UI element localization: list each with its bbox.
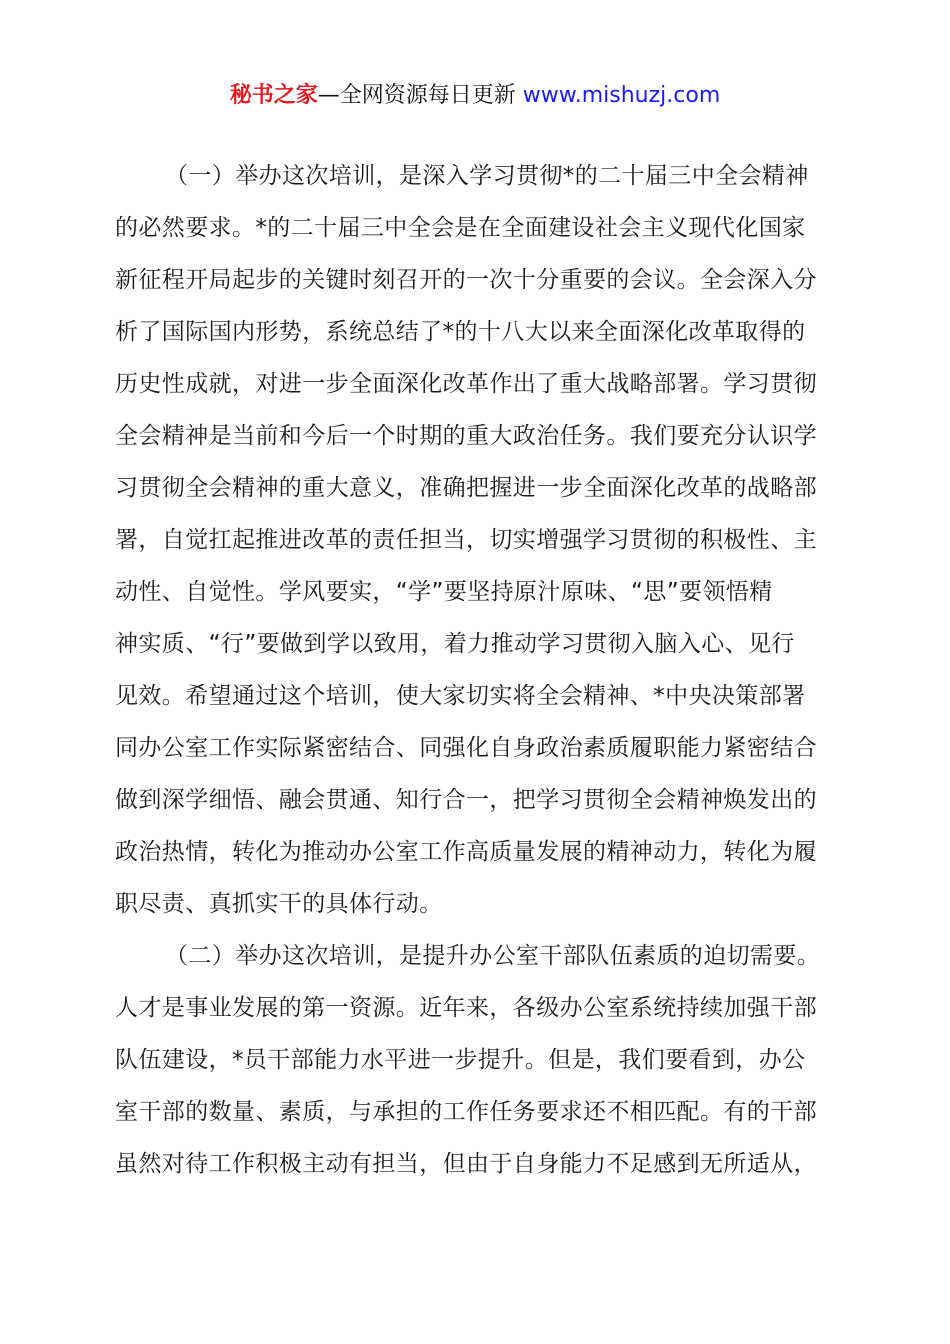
paragraph-line: 历史性成就，对进一步全面深化改革作出了重大战略部署。学习贯彻: [115, 371, 817, 397]
paragraph-line: 做到深学细悟、融会贯通、知行合一，把学习贯彻全会精神焕发出的: [115, 787, 817, 813]
paragraph-line: 职尽责、真抓实干的具体行动。: [115, 891, 443, 917]
brand-name: 秘书之家: [229, 83, 318, 108]
paragraph-line: （二）举办这次培训，是提升办公室干部队伍素质的迫切需要。: [165, 943, 821, 969]
paragraph-line: 政治热情，转化为推动办公室工作高质量发展的精神动力，转化为履: [115, 839, 817, 865]
paragraph-line: 虽然对待工作积极主动有担当，但由于自身能力不足感到无所适从，: [115, 1151, 817, 1177]
paragraph-line: （一）举办这次培训，是深入学习贯彻*的二十届三中全会精神: [165, 163, 809, 189]
paragraph-line: 见效。希望通过这个培训，使大家切实将全会精神、*中央决策部署: [115, 683, 806, 709]
site-header: [0, 80, 950, 112]
paragraph-line: 人才是事业发展的第一资源。近年来，各级办公室系统持续加强干部: [115, 995, 817, 1021]
paragraph-line: 动性、自觉性。学风要实，“学”要坚持原汁原味、“思”要领悟精: [115, 579, 773, 605]
paragraph-line: 神实质、“行”要做到学以致用，着力推动学习贯彻入脑入心、见行: [115, 631, 795, 657]
paragraph-line: 全会精神是当前和今后一个时期的重大政治任务。我们要充分认识学: [115, 423, 817, 449]
paragraph-line: 同办公室工作实际紧密结合、同强化自身政治素质履职能力紧密结合: [115, 735, 817, 761]
paragraph-line: 新征程开局起步的关键时刻召开的一次十分重要的会议。全会深入分: [115, 267, 817, 293]
paragraph-line: 习贯彻全会精神的重大意义，准确把握进一步全面深化改革的战略部: [115, 475, 817, 501]
paragraph-line: 室干部的数量、素质，与承担的工作任务要求还不相匹配。有的干部: [115, 1099, 817, 1125]
paragraph-line: 析了国际国内形势，系统总结了*的十八大以来全面深化改革取得的: [115, 319, 806, 345]
site-tagline: —全网资源每日更新: [317, 83, 516, 108]
paragraph-line: 队伍建设，*员干部能力水平进一步提升。但是，我们要看到，办公: [115, 1047, 806, 1073]
paragraph-line: 署，自觉扛起推进改革的责任担当，切实增强学习贯彻的积极性、主: [115, 527, 817, 553]
site-url-link[interactable]: www.mishuzj.com: [522, 83, 721, 108]
paragraph-line: 的必然要求。*的二十届三中全会是在全面建设社会主义现代化国家: [115, 215, 806, 241]
document-body: [115, 150, 835, 1190]
